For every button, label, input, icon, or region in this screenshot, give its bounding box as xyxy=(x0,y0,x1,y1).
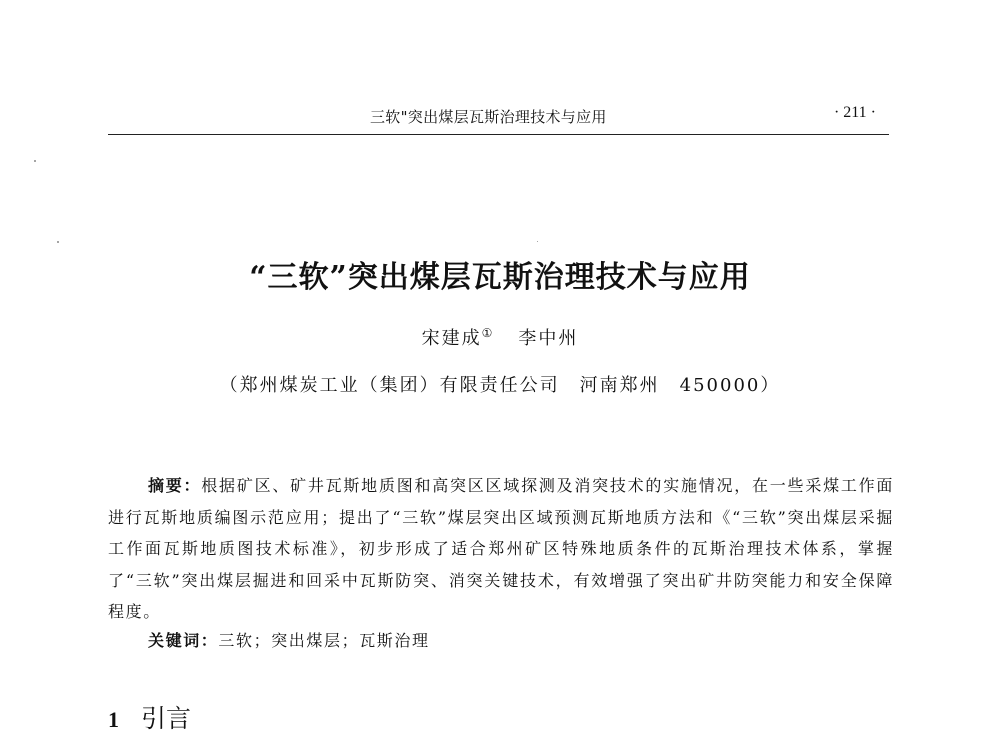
scan-speck xyxy=(57,241,59,243)
abstract-label: 摘要： xyxy=(148,476,202,495)
author-name: 李中州 xyxy=(518,328,579,349)
keywords xyxy=(148,628,888,651)
author-name: 宋建成 xyxy=(421,328,482,349)
running-title: 三软"突出煤层瓦斯治理技术与应用 xyxy=(370,108,607,126)
affiliation: （郑州煤炭工业（集团）有限责任公司 河南郑州 450000） xyxy=(219,375,781,396)
section-number: 1 xyxy=(108,707,119,732)
keywords-label: 关键词： xyxy=(148,631,219,650)
running-header xyxy=(108,104,888,130)
author-footnote-marker: ① xyxy=(481,326,493,340)
header-rule xyxy=(108,134,889,135)
section-title: 引言 xyxy=(141,704,192,733)
section-heading xyxy=(108,699,191,735)
article-title: “三软”突出煤层瓦斯治理技术与应用 xyxy=(249,260,751,295)
scan-speck xyxy=(537,241,538,242)
abstract-text: 根据矿区、矿井瓦斯地质图和高突区区域探测及消突技术的实施情况，在一些采煤工作面进行瓦斯地质编图示范应用；提出了“三软”煤层突出区域预测瓦斯地质方法和《“三软”突出煤层采掘工作面瓦斯地质图技术标准》，初步形成了适合郑州矿区特殊地质条件的瓦斯治理技术体系，掌握了“三软”突出煤层掘进和回采中瓦斯防突、消突关键技术，有效增强了突出矿井防突能力和安全保障程度。 xyxy=(108,476,894,621)
keywords-text: 三软；突出煤层；瓦斯治理 xyxy=(218,631,430,650)
abstract xyxy=(108,470,894,628)
author-line xyxy=(0,324,1000,350)
page-number: · 211 · xyxy=(833,104,876,121)
scan-speck xyxy=(34,160,36,162)
